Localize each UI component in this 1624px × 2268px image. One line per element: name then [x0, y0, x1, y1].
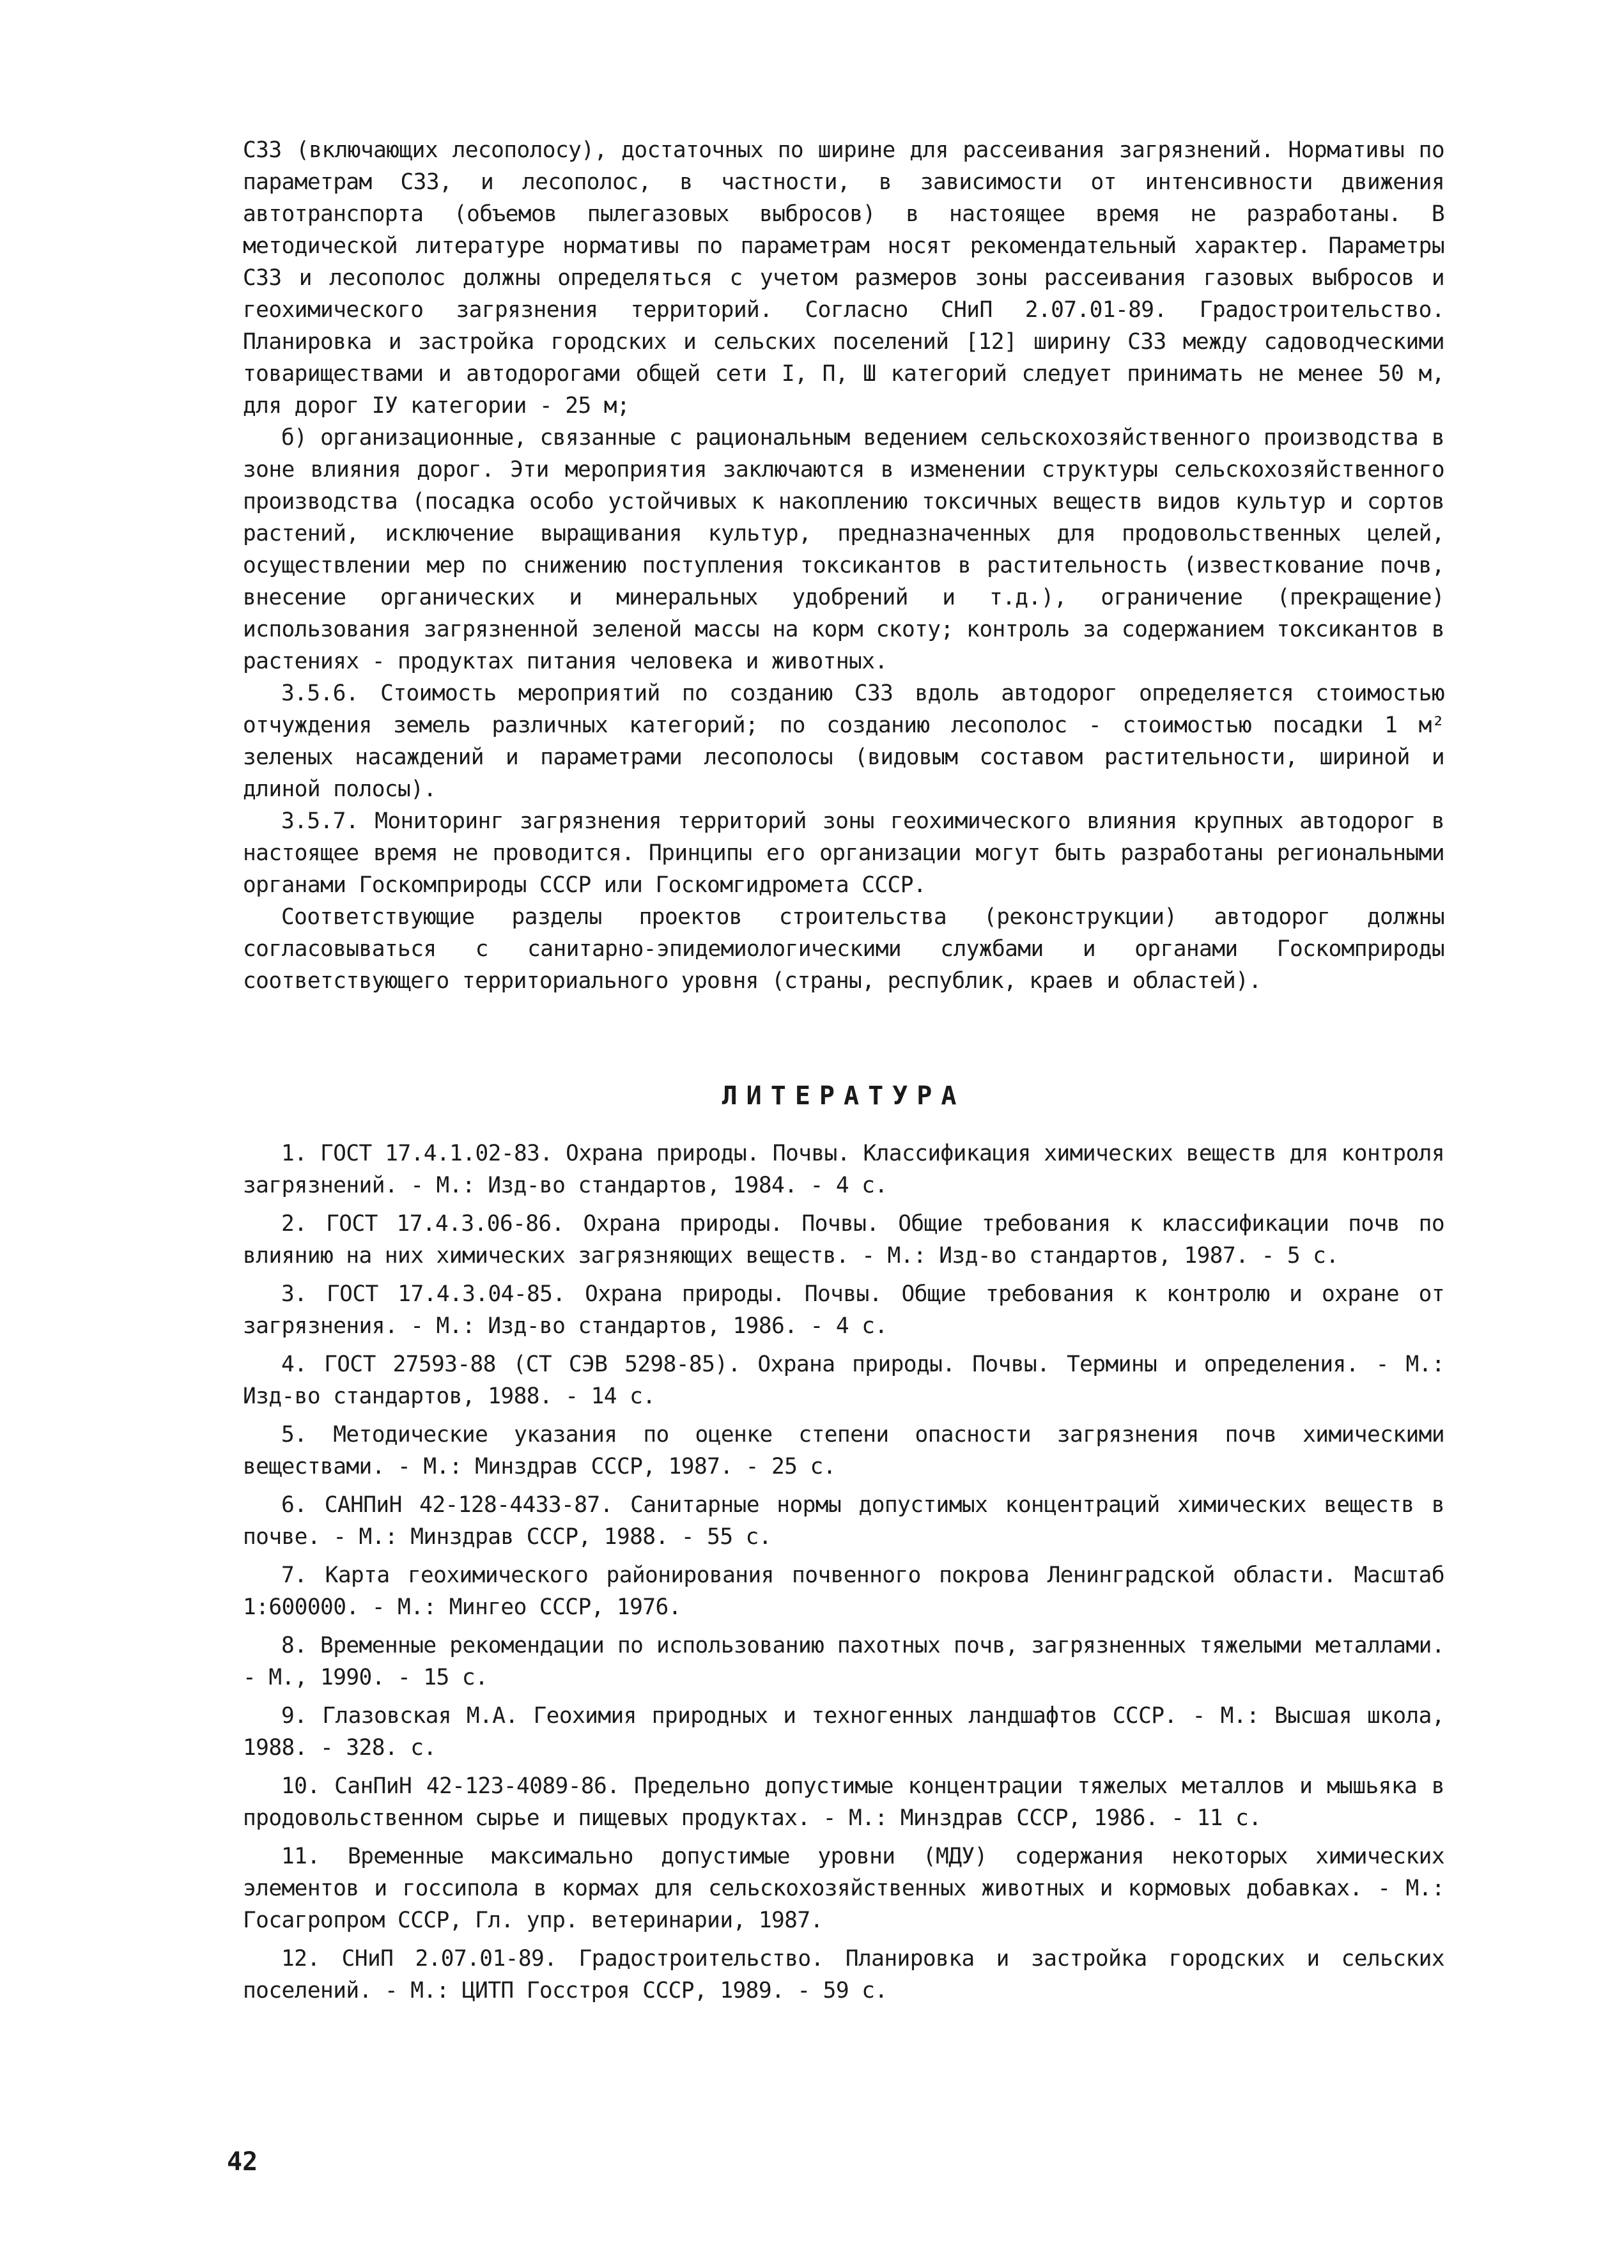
document-page: [243, 134, 1444, 2013]
reference-item: 1. ГОСТ 17.4.1.02-83. Охрана природы. Почвы. Классификация химических веществ для контроля загрязнений. - М.: Изд-во стандартов, 1984. - 4 с.: [243, 1141, 1444, 1198]
reference-item: 5. Методические указания по оценке степени опасности загрязнения почв химическими веществами. - М.: Минздрав СССР, 1987. - 25 с.: [243, 1422, 1444, 1479]
reference-item: 8. Временные рекомендации по использованию пахотных почв, загрязненных тяжелыми металлами. - М., 1990. - 15 с.: [243, 1633, 1444, 1690]
reference-item: 10. СанПиН 42-123-4089-86. Предельно допустимые концентрации тяжелых металлов и мышьяка в продовольственном сырье и пищевых продуктах. - М.: Минздрав СССР, 1986. - 11 с.: [243, 1773, 1444, 1831]
paragraph-3-5-7: 3.5.7. Мониторинг загрязнения территорий зоны геохимического влияния крупных автодорог в настоящее время не проводится. Принципы его организации могут быть разработаны региональными органами Госкомприроды СССР или Госкомгидромета СССР.: [243, 808, 1444, 898]
reference-item: 3. ГОСТ 17.4.3.04-85. Охрана природы. Почвы. Общие требования к контролю и охране от загрязнения. - М.: Изд-во стандартов, 1986. - 4 с.: [243, 1281, 1444, 1339]
reference-item: 2. ГОСТ 17.4.3.06-86. Охрана природы. Почвы. Общие требования к классификации почв по влиянию на них химических загрязняющих веществ. - М.: Изд-во стандартов, 1987. - 5 с.: [243, 1211, 1444, 1269]
reference-item: 4. ГОСТ 27593-88 (СТ СЭВ 5298-85). Охрана природы. Почвы. Термины и определения. - М.: Изд-во стандартов, 1988. - 14 с.: [243, 1352, 1444, 1409]
paragraph-organizational: б) организационные, связанные с рациональным ведением сельскохозяйственного производства в зоне влияния дорог. Эти мероприятия заключаются в изменении структуры сельскохозяйственного производства (посадка особо устойчивых к накоплению токсичных веществ видов культур и сортов растений, исключение выращивания культур, предназначенных для продовольственных целей, осуществлении мер по снижению поступления токсикантов в растительность (известкование почв, внесение органических и минеральных удобрений и т.д.), ограничение (прекращение) использования загрязненной зеленой массы на корм скоту; контроль за содержанием токсикантов в растениях - продуктах питания человека и животных.: [243, 425, 1444, 674]
reference-list: [243, 1138, 1444, 2007]
paragraph-coordination: Соответствующие разделы проектов строительства (реконструкции) автодорог должны согласовываться с санитарно-эпидемиологическими службами и органами Госкомприроды соответствующего территориального уровня (страны, республик, краев и областей).: [243, 904, 1444, 994]
reference-item: 11. Временные максимально допустимые уровни (МДУ) содержания некоторых химических элементов и госсипола в кормах для сельскохозяйственных животных и кормовых добавках. - М.: Госагропром СССР, Гл. упр. ветеринарии, 1987.: [243, 1844, 1444, 1933]
reference-item: 7. Карта геохимического районирования почвенного покрова Ленинградской области. Масштаб 1:600000. - М.: Мингео СССР, 1976.: [243, 1562, 1444, 1620]
reference-item: 6. САНПиН 42-128-4433-87. Санитарные нормы допустимых концентраций химических веществ в почве. - М.: Минздрав СССР, 1988. - 55 с.: [243, 1492, 1444, 1550]
paragraph-3-5-6: 3.5.6. Стоимость мероприятий по созданию СЗЗ вдоль автодорог определяется стоимостью отчуждения земель различных категорий; по созданию лесополос - стоимостью посадки 1 м² зеленых насаждений и параметрами лесополосы (видовым составом растительности, шириной и длиной полосы).: [243, 681, 1444, 802]
paragraph-szz-intro: СЗЗ (включающих лесополосу), достаточных по ширине для рассеивания загрязнений. Нормативы по параметрам СЗЗ, и лесополос, в частности, в зависимости от интенсивности движения автотранспорта (объемов пылегазовых выбросов) в настоящее время не разработаны. В методической литературе нормативы по параметрам носят рекомендательный характер. Параметры СЗЗ и лесополос должны определяться с учетом размеров зоны рассеивания газовых выбросов и геохимического загрязнения территорий. Согласно СНиП 2.07.01-89. Градостроительство. Планировка и застройка городских и сельских поселений [12] ширину СЗЗ между садоводческими товариществами и автодорогами общей сети I, П, Ш категорий следует принимать не менее 50 м, для дорог IУ категории - 25 м;: [243, 137, 1444, 419]
page-number: 42: [227, 2147, 258, 2177]
reference-item: 9. Глазовская М.А. Геохимия природных и техногенных ландшафтов СССР. - М.: Высшая школа, 1988. - 328. с.: [243, 1703, 1444, 1761]
reference-item: 12. СНиП 2.07.01-89. Градостроительство. Планировка и застройка городских и сельских поселений. - М.: ЦИТП Госстроя СССР, 1989. - 59 с.: [243, 1946, 1444, 2003]
literature-heading: ЛИТЕРАТУРА: [722, 1081, 966, 1111]
